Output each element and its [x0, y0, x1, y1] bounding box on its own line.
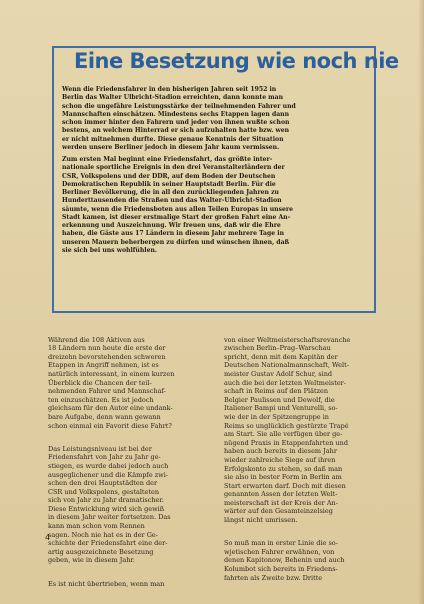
- left-column: [48, 327, 219, 597]
- headline: Eine Besetzung wie noch nie: [74, 49, 399, 73]
- page-number: 4: [45, 533, 51, 542]
- right-column: [224, 327, 395, 591]
- intro-paragraph-1: Wenn die Friedensfahrer in den bisherigen Jahren seit 1952 in Berlin das Walter Ulbricht-Stadion erreichten, dann konnte man schon die ungefähre Leistungsstärke der teilnehmenden Fahrer und Mannschaften einschätzen. Mindestens sechs Etappen lagen dann schon immer hinter den Fahrern und jeder von ihnen wußte schon bestens, an welchem Hinterrad er sich aufzuhalten hatte bzw. wen er nicht mitnehmen durfte. Diese genaue Kenntnis der Situation werden unsere Berliner jedoch in diesem Jahr kaum vermissen.: [62, 86, 296, 151]
- left-paragraph-3: Es ist nicht übertrieben, wenn man: [48, 579, 165, 588]
- page-edge-shadow: [418, 0, 424, 604]
- left-paragraph-1: Während die 108 Aktiven aus 18 Ländern nun heute die erste der dreizehn bevorstehenden schweren Etappen in Angriff nehmen, ist es natürlich interessant, in einem kurzen Überblick die Chancen der teil- nehmenden Fahrer und Mannschaf- ten einzuschätzen. Es ist jedoch gleichsam für den Autor eine undank- bare Aufgabe, denn wann gewann schon einmal ein Favorit diese Fahrt?: [48, 335, 175, 430]
- right-paragraph-2: So muß man in erster Linie die so- wjetischen Fahrer erwähnen, von denen Kapitonow, Behenin und auch Kolumbot sich bereits in Friedens- fahrten als Zweite bzw. Dritte: [224, 539, 345, 582]
- intro-paragraph-2: Zum ersten Mal beginnt eine Friedensfahrt, das größte inter- nationale sportliche Ereignis in den drei Veranstalterländern der CSR, Volkspolens und der DDR, auf dem Boden der Deutschen Demokratischen Republik in seiner Hauptstadt Berlin. Für die Berliner Bevölkerung, die in all den zurückliegenden Jahren zu Hunderttausenden die Straßen und das Walter-Ulbricht-Stadion säumte, wenn die Friedensboten aus allen Teilen Europas in unsere Stadt kamen, ist dieser erstmalige Start der großen Fahrt eine An- erkennung und Auszeichnung. Wir freuen uns, daß wir die Ehre haben, die Gäste aus 17 Ländern in diesem Jahr mehrere Tage in unseren Mauern beherbergen zu dürfen und wünschen ihnen, daß sie sich bei uns wohlfühlen.: [62, 156, 294, 254]
- right-paragraph-1: von einer Weltmeisterschaftsrevanche zwischen Berlin–Prag–Warschau spricht, denn mit dem Kapitän der Deutschen Nationalmannschaft, Welt- meister Gustav Adolf Schur, sind auch die bei der letzten Weltmeister- schaft in Reims auf den Plätzen Belgier Paulissen und Dewolf, die Italiener Bampi und Venturelli, so- wie der in der Spitzengruppe in Reims so unglücklich gestürzte Trapé am Start. Sie alle verfügen über ge- nügend Praxis in Etappenfahrten und haben auch bereits in diesem Jahr wieder zahlreiche Siege auf ihren Erfolgskonto zu stehen, so daß man sie also in bester Form in Berlin am Start erwarten darf. Doch mit diesen genannten Assen der letzten Welt- meisterschaft ist der Kreis der An- wärter auf den Gesamteinzelsieg längst nicht umrissen.: [224, 335, 351, 525]
- left-paragraph-2: Das Leistungsniveau ist bei der Friedensfahrt von Jahr zu Jahr ge- stiegen, es wurde dabei jedoch auch ausgeglichener und die Kämpfe zwi- schen den drei Hauptstädten der CSR und Volkspolens, gestalteten sich von Jahr zu Jahr dramatischer. Diese Entwicklung wird sich gewiß in diesem Jahr weiter fortsetzen. Das kann man schon vom Rennen sagen. Noch nie hat es in der Ge- schichte der Friedensfahrt eine der- artig ausgezeichnete Besetzung geben, wie in diesem Jahr.: [48, 444, 171, 565]
